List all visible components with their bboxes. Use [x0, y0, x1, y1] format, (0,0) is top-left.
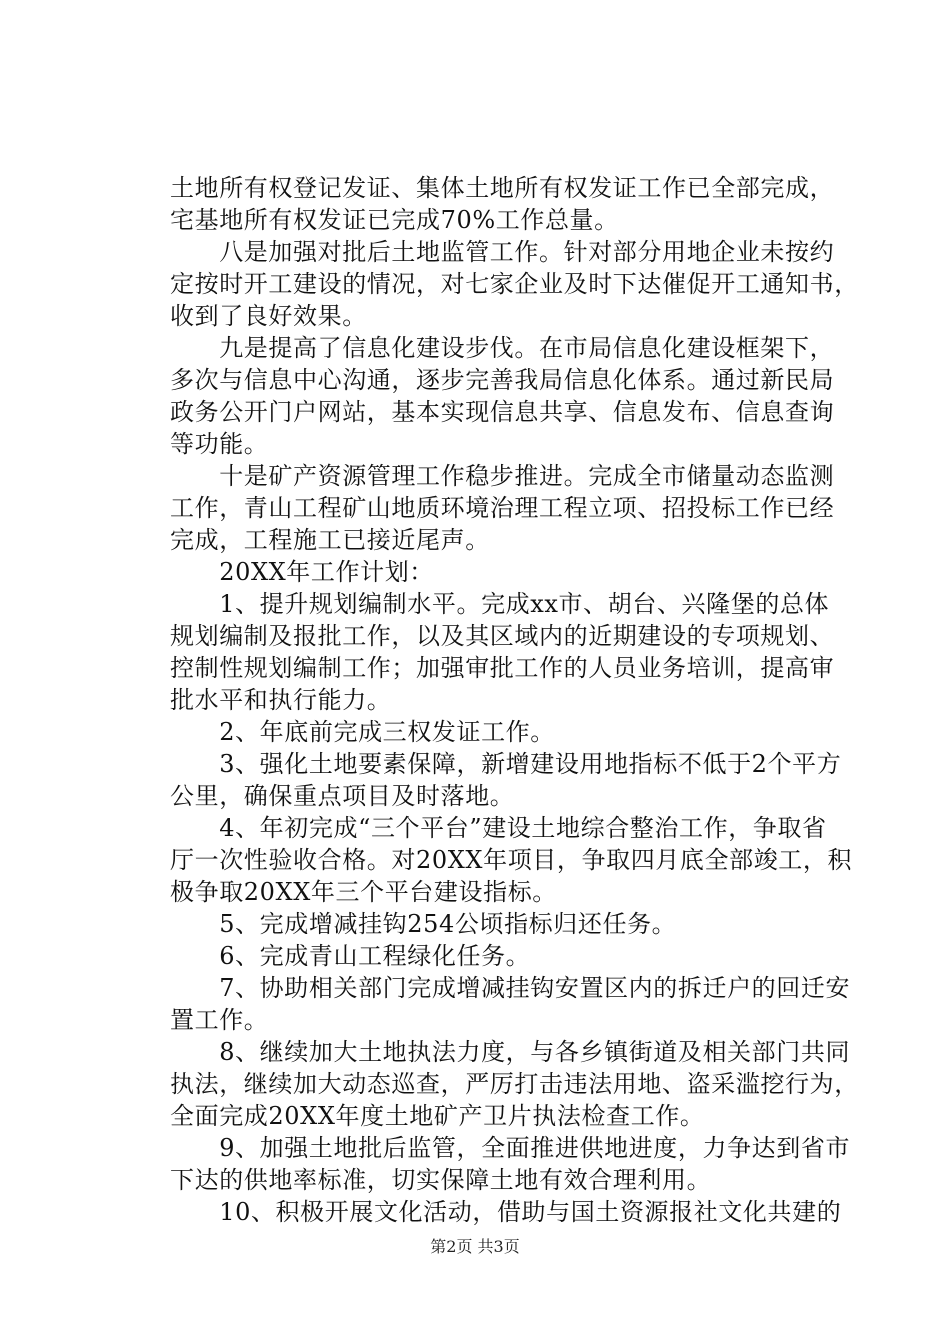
text-line: 7、协助相关部门完成增减挂钩安置区内的拆迁户的回迁安 [170, 974, 851, 1002]
text-line: 定按时开工建设的情况，对七家企业及时下达催促开工通知书， [170, 270, 859, 298]
text-line: 多次与信息中心沟通，逐步完善我局信息化体系。通过新民局 [170, 366, 835, 394]
text-line: 宅基地所有权发证已完成70%工作总量。 [170, 206, 619, 234]
text-line: 1、提升规划编制水平。完成xx市、胡台、兴隆堡的总体 [170, 590, 830, 618]
text-line: 规划编制及报批工作，以及其区域内的近期建设的专项规划、 [170, 622, 835, 650]
text-line: 20XX年工作计划： [170, 558, 434, 586]
text-line: 执法，继续加大动态巡查，严厉打击违法用地、盗采滥挖行为， [170, 1070, 859, 1098]
text-line: 控制性规划编制工作；加强审批工作的人员业务培训，提高审 [170, 654, 835, 682]
text-line: 十是矿产资源管理工作稳步推进。完成全市储量动态监测 [170, 462, 835, 490]
text-line: 土地所有权登记发证、集体土地所有权发证工作已全部完成， [170, 174, 835, 202]
text-line: 置工作。 [170, 1006, 269, 1034]
text-line: 工作，青山工程矿山地质环境治理工程立项、招投标工作已经 [170, 494, 835, 522]
text-line: 极争取20XX年三个平台建设指标。 [170, 878, 557, 906]
text-line: 政务公开门户网站，基本实现信息共享、信息发布、信息查询 [170, 398, 835, 426]
text-line: 九是提高了信息化建设步伐。在市局信息化建设框架下， [170, 334, 835, 362]
text-line: 八是加强对批后土地监管工作。针对部分用地企业未按约 [170, 238, 835, 266]
document-body [170, 172, 859, 1228]
text-line: 完成，工程施工已接近尾声。 [170, 526, 490, 554]
text-line: 6、完成青山工程绿化任务。 [170, 942, 531, 970]
page-footer [0, 1236, 950, 1258]
text-line: 全面完成20XX年度土地矿产卫片执法检查工作。 [170, 1102, 705, 1130]
text-line: 8、继续加大土地执法力度，与各乡镇街道及相关部门共同 [170, 1038, 851, 1066]
text-line: 下达的供地率标准，切实保障土地有效合理利用。 [170, 1166, 712, 1194]
text-line: 4、年初完成“三个平台”建设土地综合整治工作，争取省 [170, 814, 827, 842]
text-line: 批水平和执行能力。 [170, 686, 392, 714]
text-line: 10、积极开展文化活动，借助与国土资源报社文化共建的 [170, 1198, 842, 1226]
text-line: 等功能。 [170, 430, 269, 458]
text-line: 厅一次性验收合格。对20XX年项目，争取四月底全部竣工，积 [170, 846, 853, 874]
text-line: 3、强化土地要素保障，新增建设用地指标不低于2个平方 [170, 750, 842, 778]
text-line: 5、完成增减挂钩254公顷指标归还任务。 [170, 910, 677, 938]
text-line: 公里，确保重点项目及时落地。 [170, 782, 515, 810]
page-number-label: 第2页 共3页 [430, 1237, 520, 1256]
text-line: 收到了良好效果。 [170, 302, 367, 330]
text-line: 9、加强土地批后监管，全面推进供地进度，力争达到省市 [170, 1134, 851, 1162]
text-line: 2、年底前完成三权发证工作。 [170, 718, 555, 746]
